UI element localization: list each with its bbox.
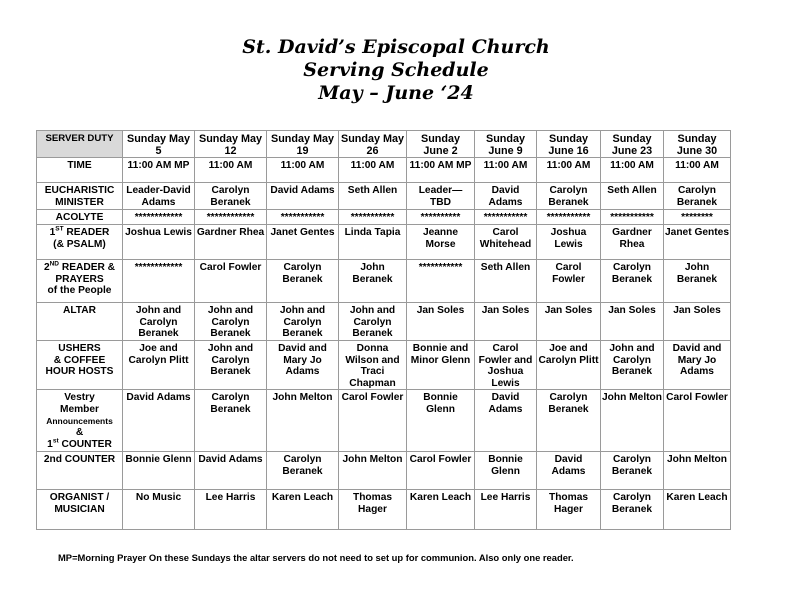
assignment-cell: Leader— TBD	[407, 183, 475, 210]
date-header: Sunday May 19	[267, 131, 339, 158]
assignment-cell: John Melton	[267, 390, 339, 452]
assignment-cell: Seth Allen	[339, 183, 407, 210]
assignment-cell: David and Mary Jo Adams	[267, 341, 339, 390]
assignment-cell: Bonnie Glenn	[475, 452, 537, 490]
date-header: Sunday May 26	[339, 131, 407, 158]
duty-label: ACOLYTE	[37, 210, 123, 225]
date-header: Sunday May 12	[195, 131, 267, 158]
assignment-cell: John Beranek	[339, 260, 407, 303]
schedule-row	[37, 225, 731, 260]
assignment-cell: David Adams	[195, 452, 267, 490]
assignment-cell: John Melton	[601, 390, 664, 452]
assignment-cell: Thomas Hager	[339, 490, 407, 530]
assignment-cell: David Adams	[123, 390, 195, 452]
assignment-cell: **********	[407, 210, 475, 225]
assignment-cell: Karen Leach	[664, 490, 731, 530]
assignment-cell: 11:00 AM	[601, 158, 664, 183]
assignment-cell: Carolyn Beranek	[664, 183, 731, 210]
assignment-cell: Thomas Hager	[537, 490, 601, 530]
assignment-cell: Joshua Lewis	[123, 225, 195, 260]
assignment-cell: 11:00 AM MP	[407, 158, 475, 183]
schedule-row	[37, 183, 731, 210]
assignment-cell: John Melton	[339, 452, 407, 490]
assignment-cell: Karen Leach	[407, 490, 475, 530]
assignment-cell: Carol Whitehead	[475, 225, 537, 260]
date-header: Sunday June 16	[537, 131, 601, 158]
assignment-cell: John and Carolyn Beranek	[195, 303, 267, 341]
assignment-cell: Lee Harris	[195, 490, 267, 530]
assignment-cell: John and Carolyn Beranek	[601, 341, 664, 390]
assignment-cell: Joshua Lewis	[537, 225, 601, 260]
date-header: Sunday May 5	[123, 131, 195, 158]
schedule-period: May – June ‘24	[318, 82, 474, 104]
assignment-cell: ***********	[339, 210, 407, 225]
assignment-cell: ***********	[267, 210, 339, 225]
assignment-cell: No Music	[123, 490, 195, 530]
assignment-cell: Leader-David Adams	[123, 183, 195, 210]
duty-label: Vestry Member Announcements & 1st COUNTER	[37, 390, 123, 452]
assignment-cell: Jan Soles	[537, 303, 601, 341]
assignment-cell: 11:00 AM MP	[123, 158, 195, 183]
assignment-cell: Karen Leach	[267, 490, 339, 530]
assignment-cell: David Adams	[267, 183, 339, 210]
assignment-cell: ***********	[537, 210, 601, 225]
assignment-cell: Jan Soles	[664, 303, 731, 341]
assignment-cell: John and Carolyn Beranek	[339, 303, 407, 341]
assignment-cell: Carolyn Beranek	[267, 260, 339, 303]
schedule-row	[37, 452, 731, 490]
assignment-cell: Carolyn Beranek	[267, 452, 339, 490]
assignment-cell: Jan Soles	[407, 303, 475, 341]
assignment-cell: Seth Allen	[601, 183, 664, 210]
server-duty-header: SERVER DUTY	[37, 131, 123, 158]
assignment-cell: ***********	[407, 260, 475, 303]
assignment-cell: Janet Gentes	[267, 225, 339, 260]
assignment-cell: 11:00 AM	[537, 158, 601, 183]
assignment-cell: Bonnie Glenn	[407, 390, 475, 452]
assignment-cell: Carolyn Beranek	[195, 390, 267, 452]
schedule-row	[37, 390, 731, 452]
assignment-cell: Carolyn Beranek	[537, 183, 601, 210]
assignment-cell: Linda Tapia	[339, 225, 407, 260]
duty-label: USHERS & COFFEE HOUR HOSTS	[37, 341, 123, 390]
assignment-cell: David Adams	[475, 390, 537, 452]
schedule-row	[37, 303, 731, 341]
assignment-cell: John Beranek	[664, 260, 731, 303]
duty-label: 2ND READER & PRAYERS of the People	[37, 260, 123, 303]
assignment-cell: ********	[664, 210, 731, 225]
assignment-cell: Carolyn Beranek	[601, 490, 664, 530]
duty-label: 2nd COUNTER	[37, 452, 123, 490]
assignment-cell: Carol Fowler	[537, 260, 601, 303]
assignment-cell: Carolyn Beranek	[537, 390, 601, 452]
assignment-cell: Jan Soles	[601, 303, 664, 341]
assignment-cell: David Adams	[475, 183, 537, 210]
assignment-cell: Seth Allen	[475, 260, 537, 303]
duty-label: TIME	[37, 158, 123, 183]
assignment-cell: Janet Gentes	[664, 225, 731, 260]
assignment-cell: John Melton	[664, 452, 731, 490]
assignment-cell: Gardner Rhea	[601, 225, 664, 260]
assignment-cell: Carolyn Beranek	[601, 260, 664, 303]
assignment-cell: Carol Fowler	[664, 390, 731, 452]
duty-label: EUCHARISTIC MINISTER	[37, 183, 123, 210]
schedule-row	[37, 158, 731, 183]
assignment-cell: ************	[123, 260, 195, 303]
header-row	[37, 131, 731, 158]
duty-label: 1ST READER (& PSALM)	[37, 225, 123, 260]
date-header: Sunday June 30	[664, 131, 731, 158]
assignment-cell: 11:00 AM	[339, 158, 407, 183]
assignment-cell: ************	[195, 210, 267, 225]
assignment-cell: John and Carolyn Beranek	[267, 303, 339, 341]
assignment-cell: Bonnie and Minor Glenn	[407, 341, 475, 390]
assignment-cell: Joe and Carolyn Plitt	[123, 341, 195, 390]
assignment-cell: Carolyn Beranek	[601, 452, 664, 490]
assignment-cell: Carol Fowler	[407, 452, 475, 490]
assignment-cell: 11:00 AM	[195, 158, 267, 183]
assignment-cell: ***********	[601, 210, 664, 225]
schedule-title: Serving Schedule	[303, 59, 489, 81]
church-name: St. David’s Episcopal Church	[242, 36, 550, 58]
footer-note: MP=Morning Prayer On these Sundays the altar servers do not need to set up for communion. Also only one reader.	[58, 552, 574, 563]
assignment-cell: ************	[123, 210, 195, 225]
assignment-cell: ***********	[475, 210, 537, 225]
assignment-cell: Gardner Rhea	[195, 225, 267, 260]
assignment-cell: John and Carolyn Beranek	[123, 303, 195, 341]
date-header: Sunday June 2	[407, 131, 475, 158]
schedule-row	[37, 490, 731, 530]
assignment-cell: John and Carolyn Beranek	[195, 341, 267, 390]
assignment-cell: David and Mary Jo Adams	[664, 341, 731, 390]
assignment-cell: Bonnie Glenn	[123, 452, 195, 490]
schedule-row	[37, 210, 731, 225]
assignment-cell: Carol Fowler	[195, 260, 267, 303]
assignment-cell: Carolyn Beranek	[195, 183, 267, 210]
assignment-cell: 11:00 AM	[664, 158, 731, 183]
date-header: Sunday June 9	[475, 131, 537, 158]
assignment-cell: Jeanne Morse	[407, 225, 475, 260]
schedule-row	[37, 341, 731, 390]
serving-schedule-table	[36, 130, 731, 530]
assignment-cell: Lee Harris	[475, 490, 537, 530]
assignment-cell: Jan Soles	[475, 303, 537, 341]
assignment-cell: 11:00 AM	[475, 158, 537, 183]
assignment-cell: Carol Fowler	[339, 390, 407, 452]
date-header: Sunday June 23	[601, 131, 664, 158]
assignment-cell: Carol Fowler and Joshua Lewis	[475, 341, 537, 390]
page-title	[0, 36, 792, 105]
schedule-row	[37, 260, 731, 303]
assignment-cell: Joe and Carolyn Plitt	[537, 341, 601, 390]
duty-label: ALTAR	[37, 303, 123, 341]
assignment-cell: Donna Wilson and Traci Chapman	[339, 341, 407, 390]
assignment-cell: 11:00 AM	[267, 158, 339, 183]
assignment-cell: David Adams	[537, 452, 601, 490]
duty-label: ORGANIST / MUSICIAN	[37, 490, 123, 530]
